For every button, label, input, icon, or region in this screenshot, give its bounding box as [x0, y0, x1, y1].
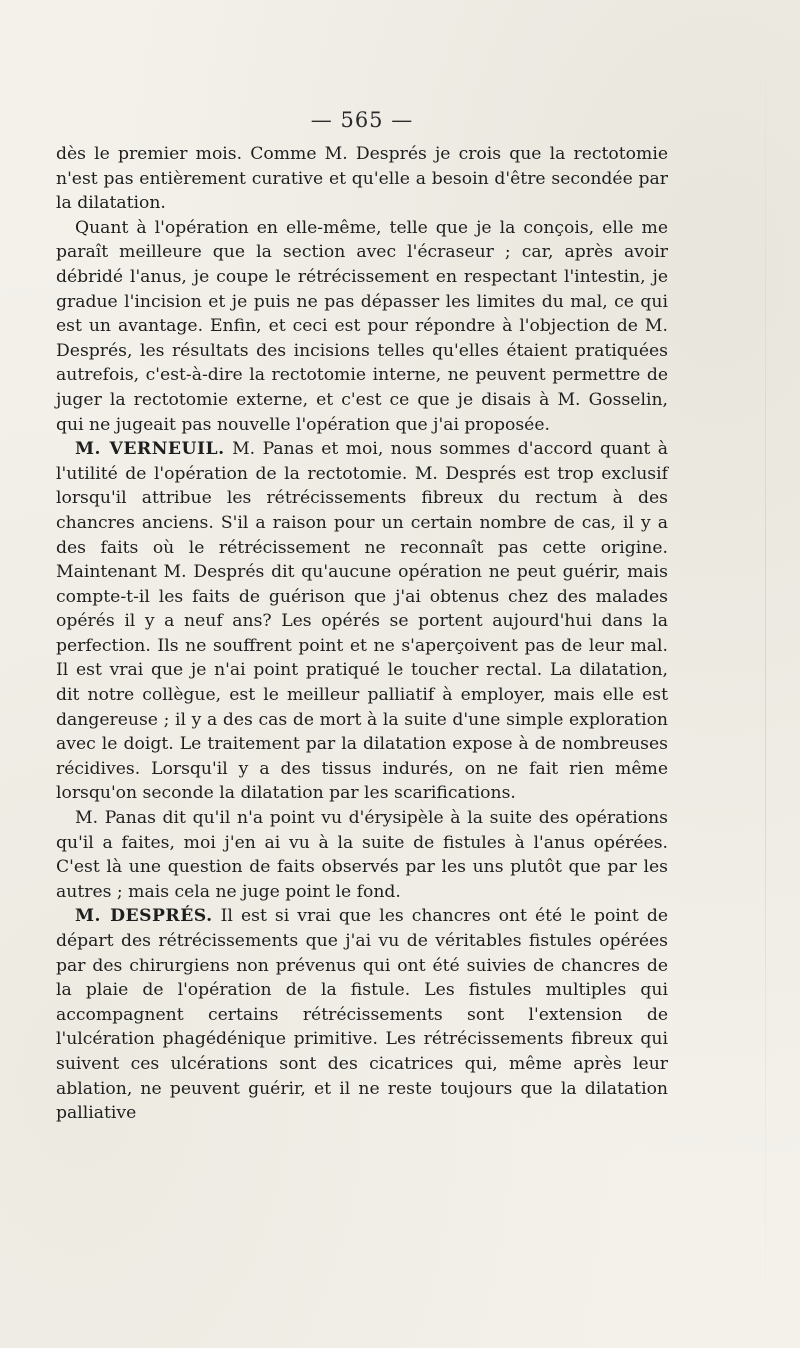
paragraph-3-text: M. Panas et moi, nous sommes d'accord quant à l'utilité de l'opération de la rectotomie. M. Després est trop exclusif lorsqu'il attribue les rétrécissements fibreux du rectum à des chancres anciens. S'il a raison pour un certain nombre de cas, il y a des faits où le rétrécissement ne reconnaît pas cette origine. Maintenant M. Després dit qu'aucune opération ne peut guérir, mais compte-t-il les faits de guérison que j'ai obtenus chez des malades opérés il y a neuf ans? Les opérés se portent aujourd'hui dans la perfection. Ils ne souffrent point et ne s'aperçoivent pas de leur mal. Il est vrai que je n'ai point pratiqué le toucher rectal. La dilatation, dit notre collègue, est le meilleur palliatif à employer, mais elle est dangereuse ; il y a des cas de mort à la suite d'une simple exploration avec le doigt. Le traitement par la dilatation expose à de nombreuses récidives. Lorsqu'il y a des tissus indurés, on ne fait rien même lorsqu'on seconde la dilatation par les scarifications.: [56, 439, 668, 804]
page-number: — 565 —: [310, 108, 414, 132]
paragraph-3-verneuil: [56, 437, 668, 806]
book-page: [56, 108, 668, 1126]
page-edge-shading: [765, 0, 766, 1348]
paragraph-4-text: M. Panas dit qu'il n'a point vu d'érysipèle à la suite des opérations qu'il a faites, moi j'en ai vu à la suite de fistules à l'anus opérées. C'est là une question de faits observés par les uns plutôt que par les autres ; mais cela ne juge point le fond.: [56, 808, 668, 902]
paragraph-5-despres: [56, 904, 668, 1125]
speaker-verneuil: M. VERNEUIL.: [75, 439, 225, 460]
paragraph-1: [56, 142, 668, 216]
speaker-despres: M. DESPRÉS.: [75, 906, 213, 927]
paragraph-4: [56, 806, 668, 904]
paragraph-2-text: Quant à l'opération en elle-même, telle que je la conçois, elle me paraît meilleure que la section avec l'écraseur ; car, après avoir débridé l'anus, je coupe le rétrécissement en respectant l'intestin, je gradue l'incision et je puis ne pas dépasser les limites du mal, ce qui est un avantage. Enfin, et ceci est pour répondre à l'objection de M. Després, les résultats des incisions telles qu'elles étaient pratiquées autrefois, c'est-à-dire la rectotomie interne, ne peuvent permettre de juger la rectotomie externe, et c'est ce que je disais à M. Gosselin, qui ne jugeait pas nouvelle l'opération que j'ai proposée.: [56, 217, 668, 435]
paragraph-5-text: Il est si vrai que les chancres ont été le point de départ des rétrécissements que j'ai vu de véritables fistules opérées par des chirurgiens non prévenus qui ont été suivies de chancres de la plaie de l'opération de la fistule. Les fistules multiples qui accompagnent certains rétrécissements sont l'extension de l'ulcération phagédénique primitive. Les rétrécissements fibreux qui suivent ces ulcérations sont des cicatrices qui, même après leur ablation, ne peuvent guérir, et il ne reste toujours que la dilatation palliative: [56, 906, 668, 1124]
paragraph-1-text: dès le premier mois. Comme M. Després je crois que la rectotomie n'est pas entièrement curative et qu'elle a besoin d'être secondée par la dilatation.: [56, 144, 668, 214]
paragraph-2: [56, 216, 668, 437]
